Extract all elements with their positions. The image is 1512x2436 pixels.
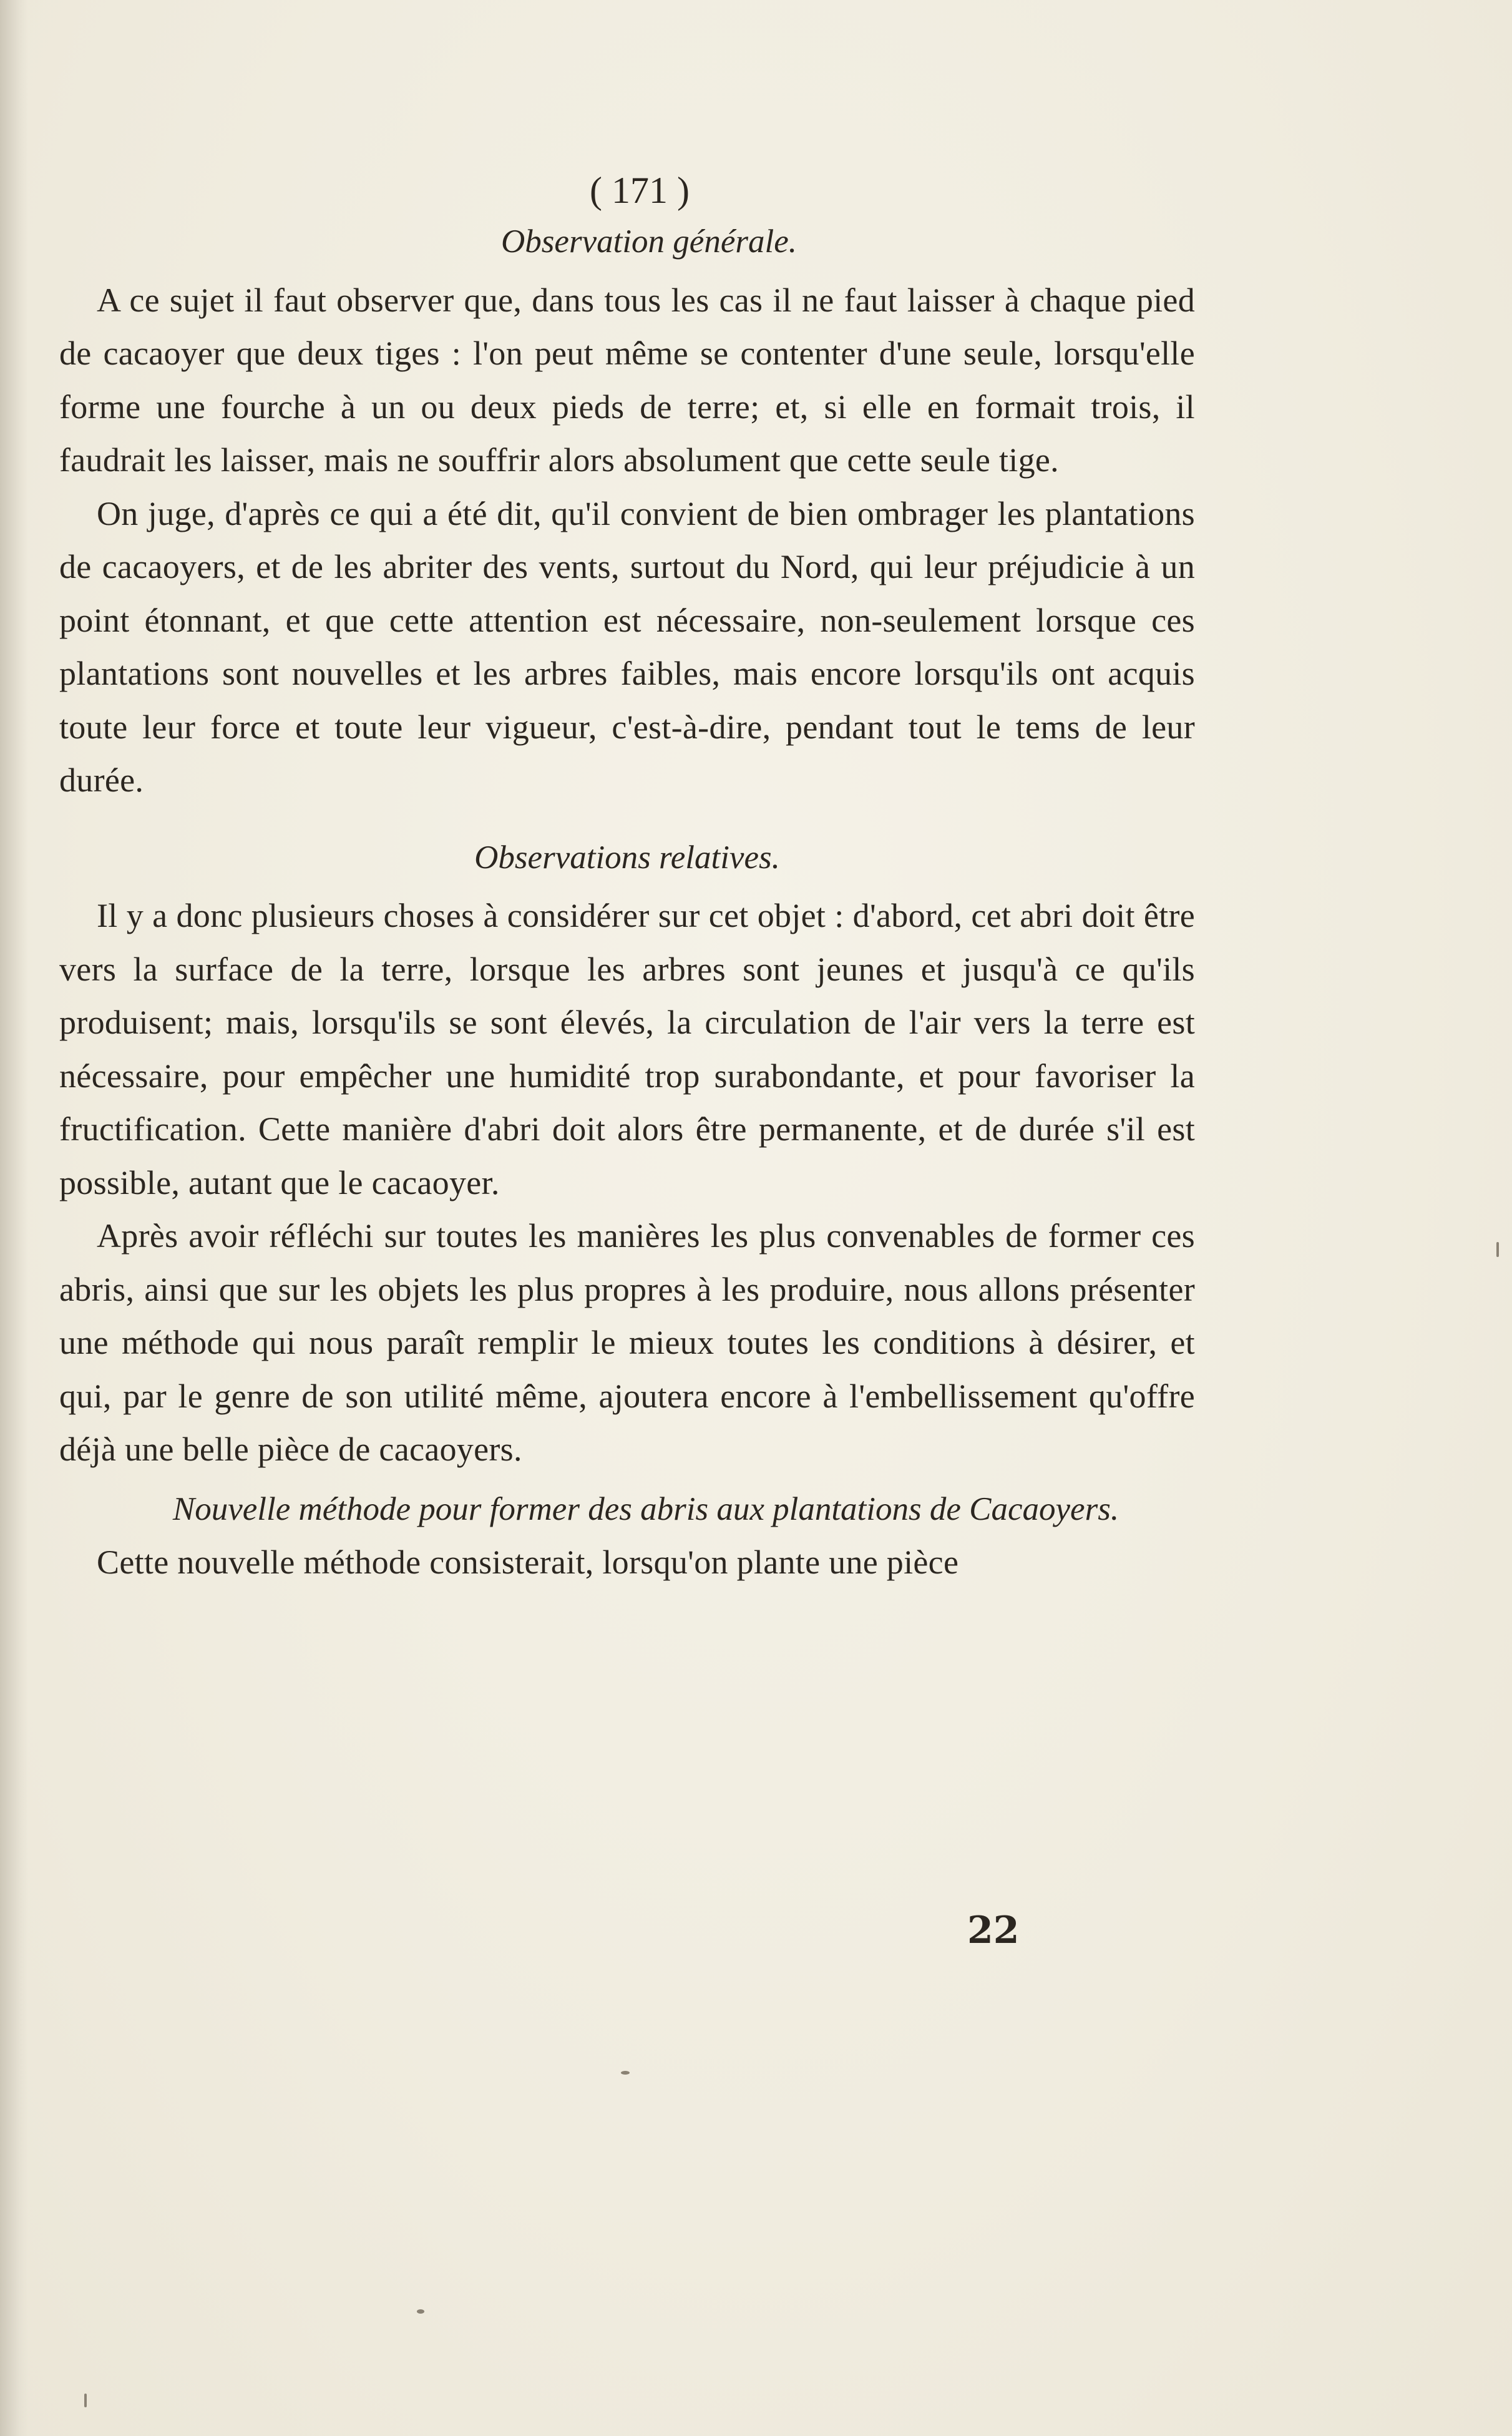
paragraph: Cette nouvelle méthode consisterait, lorsqu'on plante une pièce	[97, 1543, 959, 1581]
paper-speck	[1496, 1242, 1499, 1257]
paper-speck	[417, 2309, 424, 2314]
page-gutter-shadow	[0, 0, 28, 2436]
section-heading-observations-relatives: Observations relatives.	[474, 839, 780, 876]
paper-speck	[621, 2071, 630, 2075]
catchword-signature: 22	[967, 1909, 1020, 1952]
page-text-block	[59, 165, 1195, 1590]
paragraph: Il y a donc plusieurs choses à considérer sur cet objet : d'abord, cet abri doit être vers la surface de la terre, lorsque les arbres sont jeunes et jusqu'à ce qu'ils produisent; mais, lorsqu'ils se sont élevés, la circulation de l'air vers la terre est nécessaire, pour empêcher une humidité trop surabondante, et pour favoriser la fructification. Cette manière d'abri doit alors être permanente, et de durée s'il est possible, autant que le cacaoyer.	[59, 897, 1195, 1201]
page-number: ( 171 )	[590, 170, 690, 211]
paragraph: Après avoir réfléchi sur toutes les manières les plus convenables de former ces abris, ainsi que sur les objets les plus propres à les produire, nous allons présenter une méthode qui nous paraît remplir le mieux toutes les conditions à désirer, et qui, par le genre de son utilité même, ajoutera encore à l'embellissement qu'offre déjà une belle pièce de cacaoyers.	[59, 1217, 1195, 1468]
paragraph: On juge, d'après ce qui a été dit, qu'il convient de bien ombrager les plantations de cacaoyers, et de les abriter des vents, surtout du Nord, qui leur préjudicie à un point étonnant, et que cette attention est nécessaire, non-seulement lorsque ces plantations sont nouvelles et les arbres faibles, mais encore lorsqu'ils ont acquis toute leur force et toute leur vigueur, c'est-à-dire, pendant tout le tems de leur durée.	[59, 494, 1195, 799]
paragraph: A ce sujet il faut observer que, dans tous les cas il ne faut laisser à chaque pied de cacaoyer que deux tiges : l'on peut même se contenter d'une seule, lorsqu'elle forme une fourche à un ou deux pieds de terre; et, si elle en formait trois, il faudrait les laisser, mais ne souffrir alors absolument que cette seule tige.	[59, 281, 1195, 479]
section-heading-nouvelle-methode: Nouvelle méthode pour former des abris aux plantations de Cacaoyers.	[172, 1490, 1119, 1527]
section-heading-observation-generale: Observation générale.	[501, 223, 797, 260]
paper-speck	[84, 2394, 87, 2407]
